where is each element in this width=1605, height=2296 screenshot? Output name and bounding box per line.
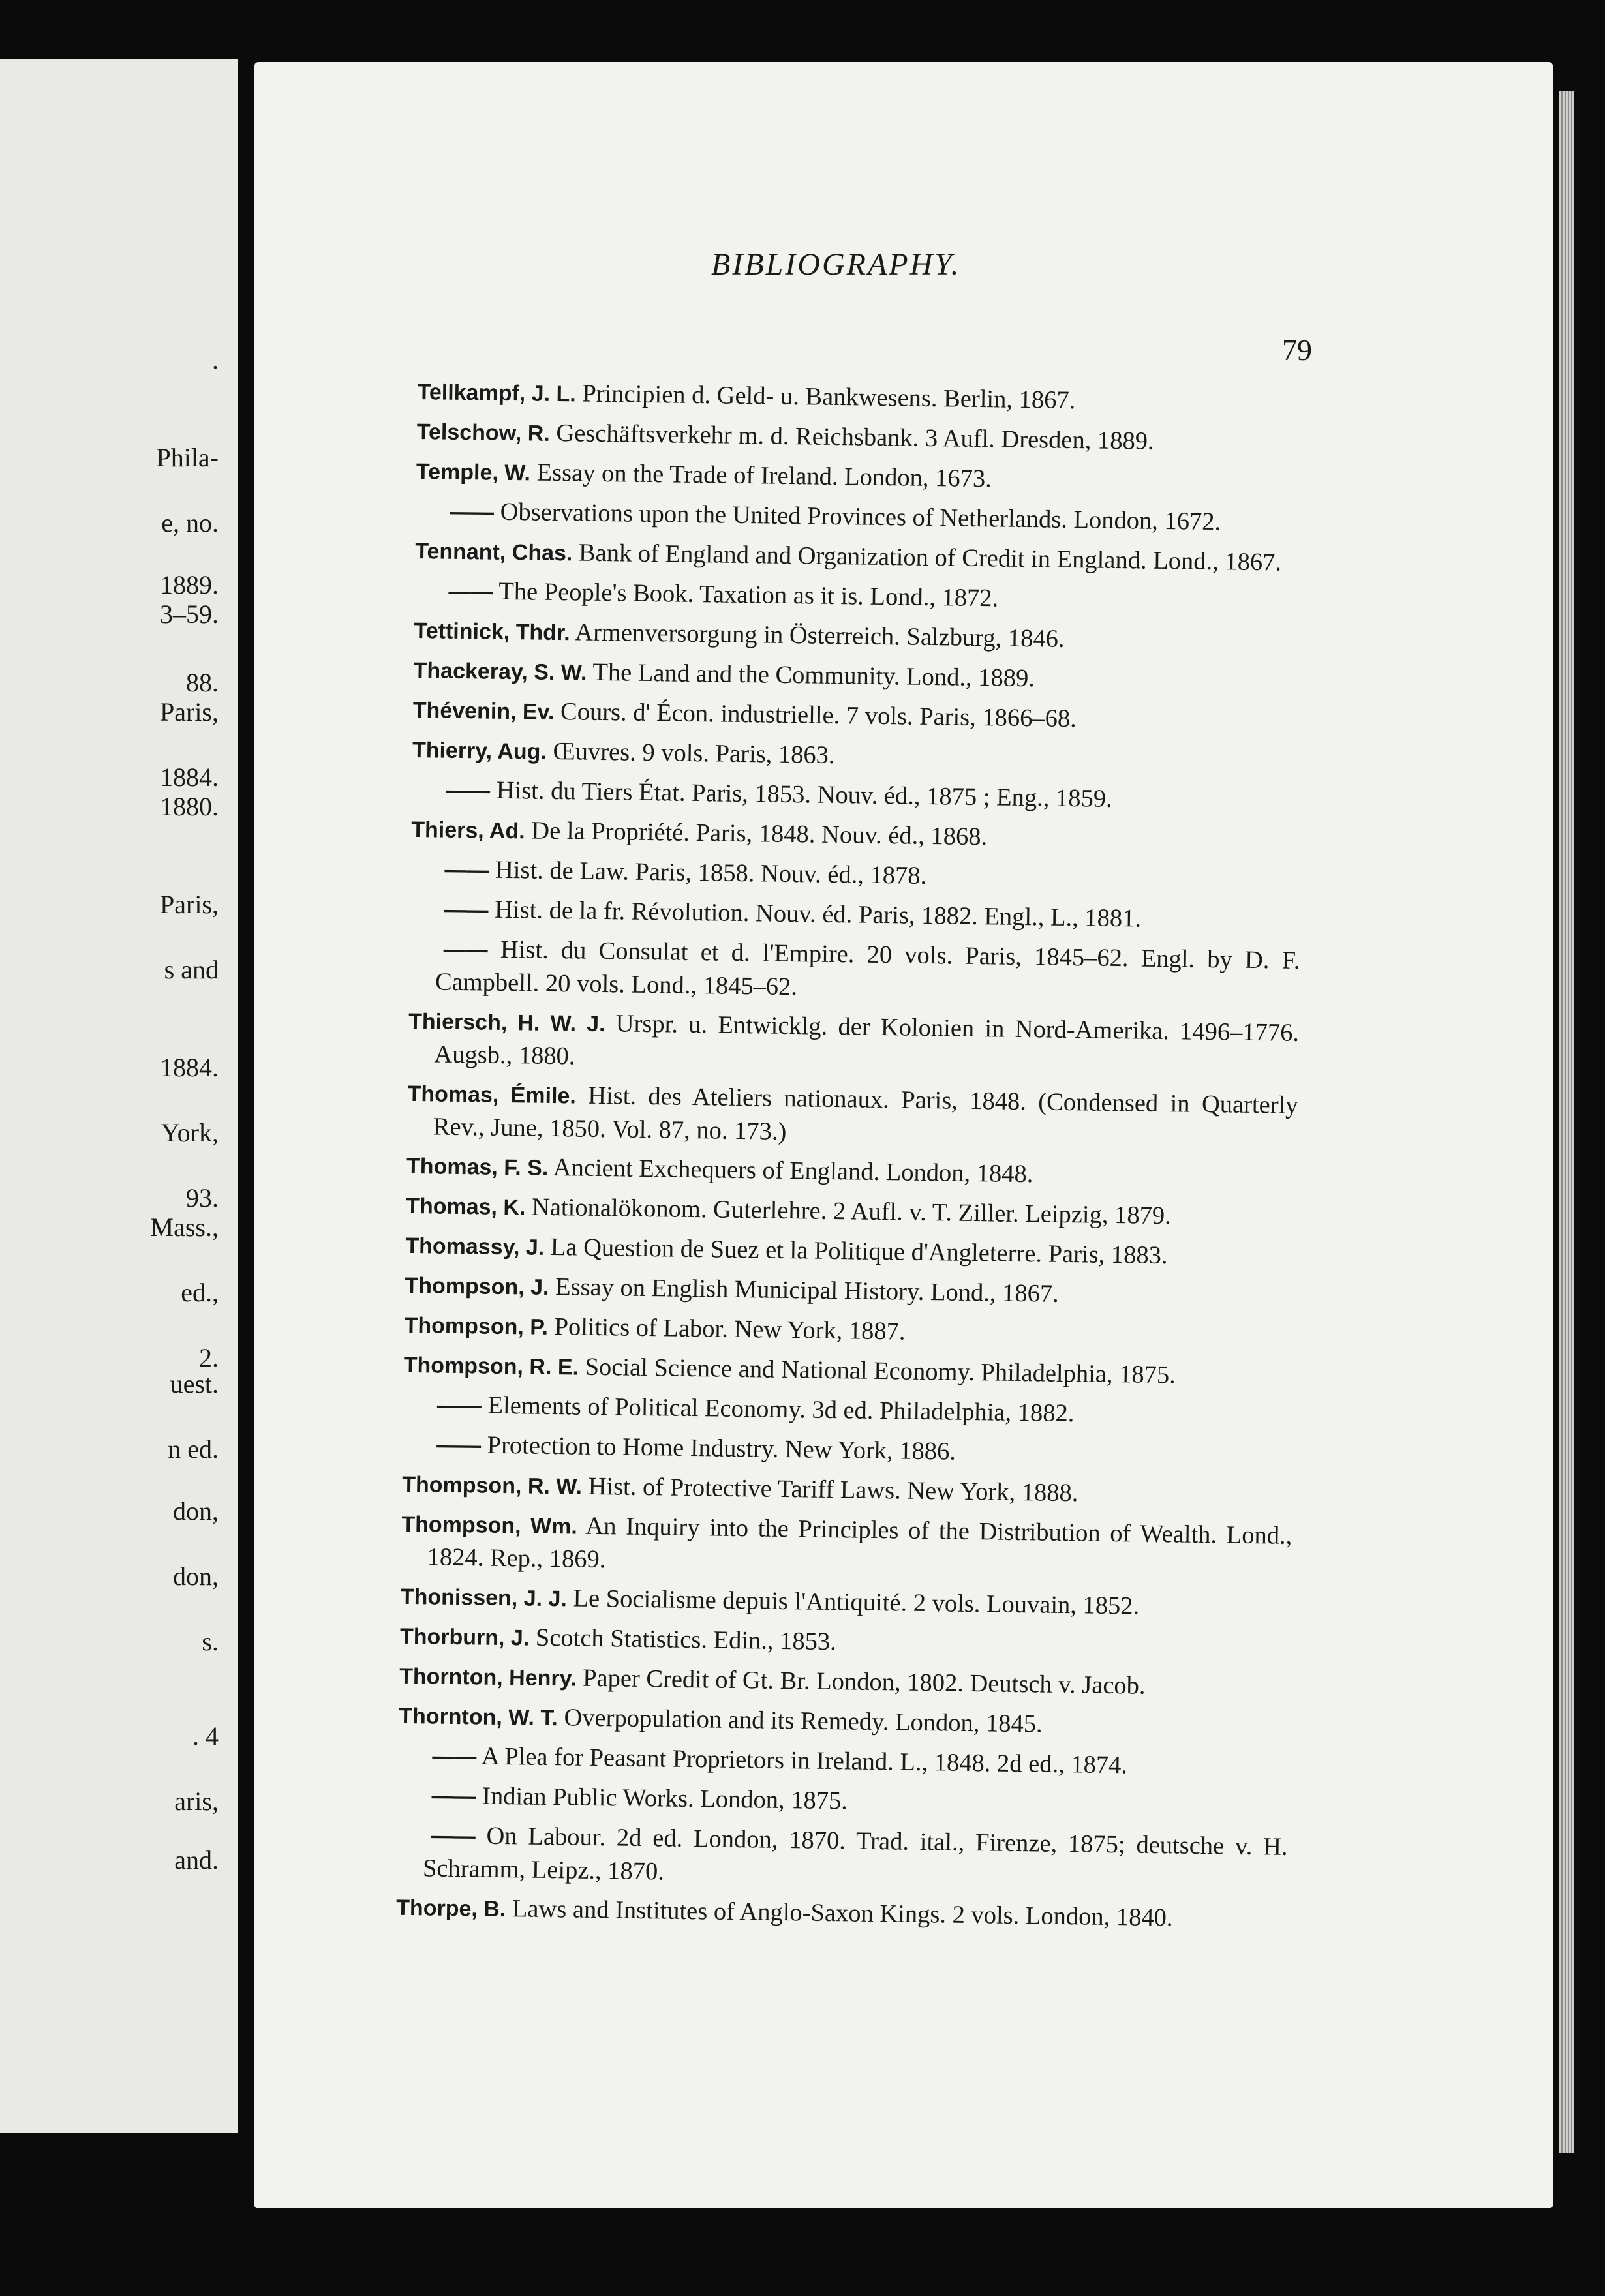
- bibliography-entry: [412, 693, 1304, 739]
- entry-author: ——: [431, 1783, 476, 1809]
- entry-text: De la Propriété. Paris, 1848. Nouv. éd., 1868.: [531, 817, 988, 851]
- entry-text: On Labour. 2d ed. London, 1870. Trad. ital., Firenze, 1875; deutsche v. H. Schramm, Leipz., 1870.: [422, 1822, 1288, 1886]
- entry-text: Cours. d' Écon. industrielle. 7 vols. Paris, 1866–68.: [560, 698, 1077, 733]
- entry-text: The Land and the Community. Lond., 1889.: [592, 658, 1035, 693]
- bibliography-entry: [415, 534, 1306, 580]
- bibliography-entry: [406, 1149, 1298, 1195]
- page-edge: [1559, 91, 1574, 2152]
- left-page-line: 2.: [199, 1343, 219, 1372]
- bibliography-entry: [407, 1077, 1298, 1155]
- entry-text: The People's Book. Taxation as it is. Lond., 1872.: [498, 577, 999, 612]
- entry-author: Thomas, F. S.: [406, 1153, 549, 1181]
- bibliography-entry: [399, 1699, 1290, 1745]
- bibliography-entry: [402, 1468, 1293, 1513]
- entry-author: Tellkampf, J. L.: [417, 379, 576, 407]
- left-page-line: ed.,: [181, 1278, 219, 1307]
- entry-text: Geschäftsverkehr m. d. Reichsbank. 3 Aufl. Dresden, 1889.: [556, 419, 1154, 455]
- bibliography-entry: [397, 1819, 1288, 1897]
- entry-author: Thackeray, S. W.: [413, 657, 587, 686]
- left-page-line: don,: [173, 1496, 219, 1526]
- entry-text: Politics of Labor. New York, 1887.: [554, 1313, 906, 1346]
- entry-text: Bank of England and Organization of Credit in England. Lond., 1867.: [578, 539, 1282, 577]
- bibliography-entry: [416, 455, 1307, 500]
- entry-text: Social Science and National Economy. Philadelphia, 1875.: [585, 1353, 1176, 1389]
- entry-author: Tennant, Chas.: [414, 538, 573, 566]
- left-page-line: n ed.: [168, 1434, 219, 1464]
- entry-author: ——: [444, 897, 489, 923]
- bibliography-entry: [400, 1580, 1291, 1625]
- entry-text: Indian Public Works. London, 1875.: [482, 1782, 848, 1815]
- bibliography-list: [396, 375, 1308, 1943]
- left-page-line: 88.: [186, 668, 219, 697]
- bibliography-entry: [412, 733, 1304, 779]
- bibliography-entry: [396, 1891, 1287, 1937]
- entry-text: Paper Credit of Gt. Br. London, 1802. Deutsch v. Jacob.: [582, 1664, 1146, 1700]
- entry-author: Thiersch, H. W. J.: [408, 1008, 605, 1037]
- left-page-line: 93.: [186, 1183, 219, 1213]
- left-page-line: and.: [174, 1845, 219, 1875]
- entry-text: Elements of Political Economy. 3d ed. Philadelphia, 1882.: [487, 1391, 1075, 1428]
- left-page-line: . 4: [192, 1721, 219, 1751]
- left-page-line: 1889.: [160, 570, 219, 599]
- left-page-line: 3–59.: [160, 599, 219, 629]
- entry-author: Thornton, W. T.: [399, 1703, 558, 1731]
- entry-author: Thompson, R. E.: [403, 1352, 579, 1380]
- bibliography-entry: [397, 1779, 1289, 1824]
- entry-author: Thiers, Ad.: [411, 817, 525, 844]
- bibliography-entry: [409, 932, 1300, 1010]
- entry-text: Hist. du Consulat et d. l'Empire. 20 vols. Paris, 1845–62. Engl. by D. F. Campbell. 20 vols. Lond., 1845–62.: [435, 935, 1300, 1001]
- entry-author: Thomas, Émile.: [407, 1081, 577, 1109]
- entry-text: Œuvres. 9 vols. Paris, 1863.: [553, 737, 835, 769]
- entry-text: Nationalökonom. Guterlehre. 2 Aufl. v. T. Ziller. Leipzig, 1879.: [531, 1193, 1172, 1230]
- entry-author: ——: [432, 1744, 477, 1770]
- entry-text: Essay on English Municipal History. Lond., 1867.: [555, 1273, 1060, 1308]
- entry-author: Telschow, R.: [416, 419, 551, 446]
- left-page-line: 1880.: [160, 792, 219, 821]
- bibliography-entry: [403, 1388, 1294, 1434]
- entry-author: ——: [449, 499, 495, 525]
- left-page-fragment: [0, 59, 238, 2133]
- entry-text: La Question de Suez et la Politique d'Angleterre. Paris, 1883.: [550, 1233, 1168, 1270]
- entry-text: Le Socialisme depuis l'Antiquité. 2 vols. Louvain, 1852.: [573, 1584, 1140, 1620]
- left-page-line: aris,: [174, 1787, 219, 1816]
- bibliography-entry: [400, 1620, 1291, 1665]
- entry-text: Principien d. Geld- u. Bankwesens. Berlin, 1867.: [582, 380, 1076, 415]
- left-page-line: s.: [202, 1627, 219, 1656]
- bibliography-entry: [403, 1428, 1294, 1473]
- bibliography-entry: [401, 1507, 1292, 1586]
- left-page-line: don,: [173, 1562, 219, 1591]
- entry-text: Observations upon the United Provinces of Netherlands. London, 1672.: [500, 498, 1221, 536]
- entry-text: Ancient Exchequers of England. London, 1848.: [553, 1154, 1033, 1188]
- bibliography-entry: [410, 853, 1302, 898]
- left-page-line: Phila-: [156, 443, 219, 472]
- entry-author: Tettinick, Thdr.: [414, 618, 571, 646]
- entry-author: Thornton, Henry.: [399, 1663, 577, 1691]
- entry-author: Thierry, Aug.: [412, 737, 547, 764]
- bibliography-entry: [405, 1269, 1296, 1314]
- entry-text: Laws and Institutes of Anglo-Saxon Kings. 2 vols. London, 1840.: [512, 1895, 1173, 1932]
- entry-text: Hist. de Law. Paris, 1858. Nouv. éd., 1878.: [495, 856, 927, 890]
- entry-author: Thomassy, J.: [405, 1233, 545, 1260]
- bibliography-entry: [410, 892, 1301, 938]
- left-page-line: .: [212, 345, 219, 374]
- left-page-line: s and: [164, 955, 219, 984]
- entry-author: ——: [445, 778, 491, 804]
- bibliography-entry: [414, 614, 1305, 659]
- entry-text: Urspr. u. Entwicklg. der Kolonien in Nord-Amerika. 1496–1776. Augsb., 1880.: [434, 1010, 1300, 1070]
- entry-text: Overpopulation and its Remedy. London, 1845.: [564, 1704, 1043, 1738]
- entry-author: ——: [436, 1432, 482, 1458]
- entry-author: ——: [444, 857, 489, 883]
- left-page-line: e, no.: [161, 508, 219, 537]
- entry-author: ——: [436, 1393, 482, 1419]
- left-page-line: 1884.: [160, 1053, 219, 1082]
- entry-text: Essay on the Trade of Ireland. London, 1673.: [536, 459, 992, 493]
- entry-text: Hist. du Tiers État. Paris, 1853. Nouv. éd., 1875 ; Eng., 1859.: [496, 776, 1112, 813]
- bibliography-entry: [408, 1004, 1299, 1083]
- entry-author: Thonissen, J. J.: [400, 1584, 568, 1612]
- entry-author: Thomas, K.: [405, 1193, 526, 1220]
- entry-text: Hist. des Ateliers nationaux. Paris, 1848. (Condensed in Quarterly Rev., June, 1850. Vol. 87, no. 173.): [433, 1081, 1298, 1146]
- left-page-line: Paris,: [160, 890, 219, 919]
- entry-text: Hist. of Protective Tariff Laws. New York, 1888.: [588, 1472, 1078, 1507]
- left-page-line: uest.: [170, 1369, 219, 1398]
- bibliography-entry: [398, 1739, 1289, 1785]
- left-page-line: York,: [160, 1118, 219, 1147]
- entry-author: ——: [431, 1823, 476, 1849]
- entry-author: Thompson, R. W.: [401, 1472, 583, 1500]
- bibliography-entry: [416, 494, 1307, 540]
- entry-author: Thévenin, Ev.: [412, 697, 555, 725]
- entry-author: Thorburn, J.: [399, 1624, 530, 1651]
- entry-text: Armenversorgung in Österreich. Salzburg, 1846.: [575, 618, 1065, 653]
- page-number: 79: [1282, 333, 1312, 367]
- bibliography-entry: [405, 1229, 1296, 1275]
- entry-author: Thompson, P.: [404, 1312, 549, 1340]
- entry-text: Hist. de la fr. Révolution. Nouv. éd. Paris, 1882. Engl., L., 1881.: [494, 896, 1142, 933]
- left-page-line: 1884.: [160, 763, 219, 792]
- bibliography-entry: [414, 574, 1306, 620]
- entry-text: A Plea for Peasant Proprietors in Ireland. L., 1848. 2d ed., 1874.: [481, 1742, 1128, 1779]
- bibliography-entry: [412, 773, 1303, 819]
- bibliography-entry: [411, 813, 1302, 858]
- bibliography-entry: [403, 1348, 1294, 1394]
- entry-text: Scotch Statistics. Edin., 1853.: [535, 1624, 837, 1656]
- entry-author: Thorpe, B.: [395, 1895, 506, 1922]
- bibliography-entry: [413, 654, 1304, 699]
- left-page-line: Mass.,: [150, 1213, 219, 1242]
- bibliography-entry: [399, 1659, 1291, 1705]
- bibliography-entry: [406, 1189, 1297, 1235]
- left-page-line: Paris,: [160, 697, 219, 727]
- entry-text: Protection to Home Industry. New York, 1886.: [487, 1431, 956, 1466]
- entry-author: Temple, W.: [416, 459, 531, 486]
- entry-author: ——: [448, 579, 493, 605]
- entry-author: Thompson, Wm.: [401, 1511, 578, 1539]
- bibliography-entry: [404, 1308, 1295, 1354]
- entry-text: An Inquiry into the Principles of the Distribution of Wealth. Lond., 1824. Rep., 1869.: [427, 1512, 1292, 1574]
- entry-author: ——: [443, 937, 488, 963]
- bibliography-entry: [416, 415, 1307, 461]
- running-head: BIBLIOGRAPHY.: [711, 247, 961, 282]
- entry-author: Thompson, J.: [405, 1273, 549, 1300]
